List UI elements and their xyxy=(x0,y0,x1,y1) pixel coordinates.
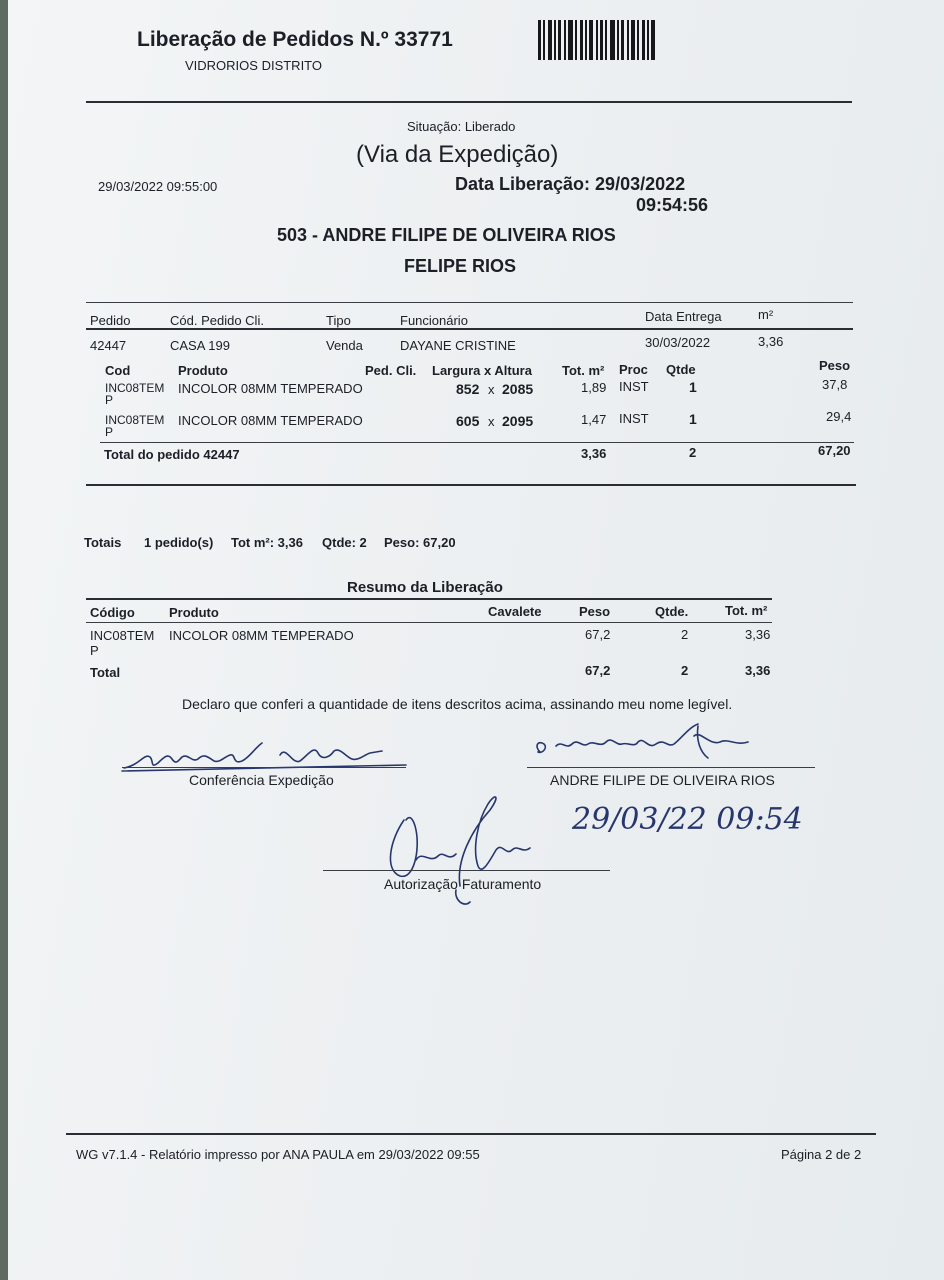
copy-type: (Via da Expedição) xyxy=(356,141,559,168)
totals-qtde: Qtde: 2 xyxy=(322,535,367,550)
summary-produto: INCOLOR 08MM TEMPERADO xyxy=(169,628,354,643)
item-2-proc: INST xyxy=(619,411,649,426)
summary-header-line xyxy=(86,622,772,623)
signature-label-autorizacao: Autorização Faturamento xyxy=(384,876,542,892)
order-table-bottom-line xyxy=(86,484,856,486)
signature-line-autorizacao xyxy=(323,870,610,871)
summary-title: Resumo da Liberação xyxy=(347,579,503,596)
signature-conferencia xyxy=(120,735,410,775)
col-header-pedido: Pedido xyxy=(90,313,131,328)
release-time: 09:54:56 xyxy=(636,195,709,215)
summary-top-line xyxy=(86,598,772,600)
order-table-top-line xyxy=(86,302,853,303)
order-tipo: Venda xyxy=(326,338,363,353)
summary-total-label: Total xyxy=(90,665,121,680)
signature-label-cliente: ANDRE FILIPE DE OLIVEIRA RIOS xyxy=(550,772,775,788)
item-1-qtde: 1 xyxy=(689,379,697,395)
item-header-tot-m2: Tot. m² xyxy=(562,363,605,378)
footer-line xyxy=(66,1133,876,1135)
document-title: Liberação de Pedidos N.º 33771 xyxy=(137,28,453,51)
col-header-data-entrega: Data Entrega xyxy=(645,309,722,324)
order-table-header-line xyxy=(86,328,853,330)
summary-qtde: 2 xyxy=(681,627,689,642)
totals-peso: Peso: 67,20 xyxy=(384,535,456,550)
item-2-produto: INCOLOR 08MM TEMPERADO xyxy=(178,413,363,428)
summary-header-produto: Produto xyxy=(169,605,219,620)
summary-header-peso: Peso xyxy=(579,604,611,619)
item-2-x: x xyxy=(488,414,495,429)
order-pedido: 42447 xyxy=(90,338,127,353)
item-2-tot-m2: 1,47 xyxy=(581,412,607,427)
company-name: VIDRORIOS DISTRITO xyxy=(185,58,322,73)
item-header-proc: Proc xyxy=(619,362,648,377)
situation-label: Situação: Liberado xyxy=(407,119,516,134)
item-header-produto: Produto xyxy=(178,363,228,378)
item-2-peso: 29,4 xyxy=(826,409,852,424)
summary-total-qtde: 2 xyxy=(681,663,689,678)
item-header-cod: Cod xyxy=(105,363,131,378)
item-1-cod-cont: P xyxy=(105,393,114,407)
signature-line-conferencia xyxy=(122,767,406,768)
print-datetime: 29/03/2022 09:55:00 xyxy=(98,179,218,194)
order-m2: 3,36 xyxy=(758,334,784,349)
header-divider xyxy=(86,101,852,103)
items-total-line xyxy=(100,442,854,443)
order-cod-pedido-cli: CASA 199 xyxy=(170,338,230,353)
release-date: Data Liberação: 29/03/2022 xyxy=(455,174,686,194)
summary-peso: 67,2 xyxy=(585,627,611,642)
signature-label-conferencia: Conferência Expedição xyxy=(189,772,334,788)
signature-line-cliente xyxy=(527,767,815,768)
item-header-peso: Peso xyxy=(819,358,851,373)
summary-total-peso: 67,2 xyxy=(585,663,611,678)
order-funcionario: DAYANE CRISTINE xyxy=(400,338,516,353)
item-2-qtde: 1 xyxy=(689,411,697,427)
signature-cliente xyxy=(528,722,768,770)
client-short-name: FELIPE RIOS xyxy=(404,256,517,276)
item-2-cod: INC08TEM xyxy=(105,413,165,427)
order-total-peso: 67,20 xyxy=(818,443,851,458)
item-1-tot-m2: 1,89 xyxy=(581,380,607,395)
col-header-tipo: Tipo xyxy=(326,313,351,328)
item-2-cod-cont: P xyxy=(105,425,114,439)
barcode xyxy=(538,20,672,60)
order-total-label: Total do pedido 42447 xyxy=(104,447,240,462)
item-1-altura: 2085 xyxy=(502,381,534,397)
col-header-m2: m² xyxy=(758,307,774,322)
summary-tot-m2: 3,36 xyxy=(745,627,771,642)
item-2-altura: 2095 xyxy=(502,413,534,429)
item-header-qtde: Qtde xyxy=(666,362,696,377)
summary-total-tot-m2: 3,36 xyxy=(745,663,771,678)
summary-codigo-cont: P xyxy=(90,643,99,658)
item-header-largura-altura: Largura x Altura xyxy=(432,363,532,378)
declaration-text: Declaro que conferi a quantidade de itens descritos acima, assinando meu nome legível. xyxy=(182,696,733,712)
item-1-peso: 37,8 xyxy=(822,377,848,392)
order-data-entrega: 30/03/2022 xyxy=(645,335,711,350)
summary-header-tot-m2: Tot. m² xyxy=(725,603,768,618)
item-1-x: x xyxy=(488,382,495,397)
client-name: 503 - ANDRE FILIPE DE OLIVEIRA RIOS xyxy=(277,225,616,245)
signature-autorizacao xyxy=(360,790,560,910)
handwritten-date: 29/03/22 09:54 xyxy=(572,802,803,837)
item-1-proc: INST xyxy=(619,379,649,394)
order-total-m2: 3,36 xyxy=(581,446,607,461)
summary-header-qtde: Qtde. xyxy=(655,604,689,619)
col-header-funcionario: Funcionário xyxy=(400,313,468,328)
summary-codigo: INC08TEM xyxy=(90,628,155,643)
item-2-largura: 605 xyxy=(456,413,480,429)
summary-header-codigo: Código xyxy=(90,605,135,620)
totals-tot-m2: Tot m²: 3,36 xyxy=(231,535,303,550)
footer-print-info: WG v7.1.4 - Relatório impresso por ANA PAULA em 29/03/2022 09:55 xyxy=(76,1147,480,1162)
order-total-qtde: 2 xyxy=(689,445,697,460)
col-header-cod-pedido-cli: Cód. Pedido Cli. xyxy=(170,313,264,328)
totals-label: Totais xyxy=(84,535,122,550)
totals-pedidos: 1 pedido(s) xyxy=(144,535,214,550)
item-1-produto: INCOLOR 08MM TEMPERADO xyxy=(178,381,363,396)
item-1-largura: 852 xyxy=(456,381,480,397)
summary-header-cavalete: Cavalete xyxy=(488,604,542,619)
footer-page-number: Página 2 de 2 xyxy=(781,1147,862,1162)
item-header-ped-cli: Ped. Cli. xyxy=(365,363,417,378)
item-1-cod: INC08TEM xyxy=(105,381,165,395)
